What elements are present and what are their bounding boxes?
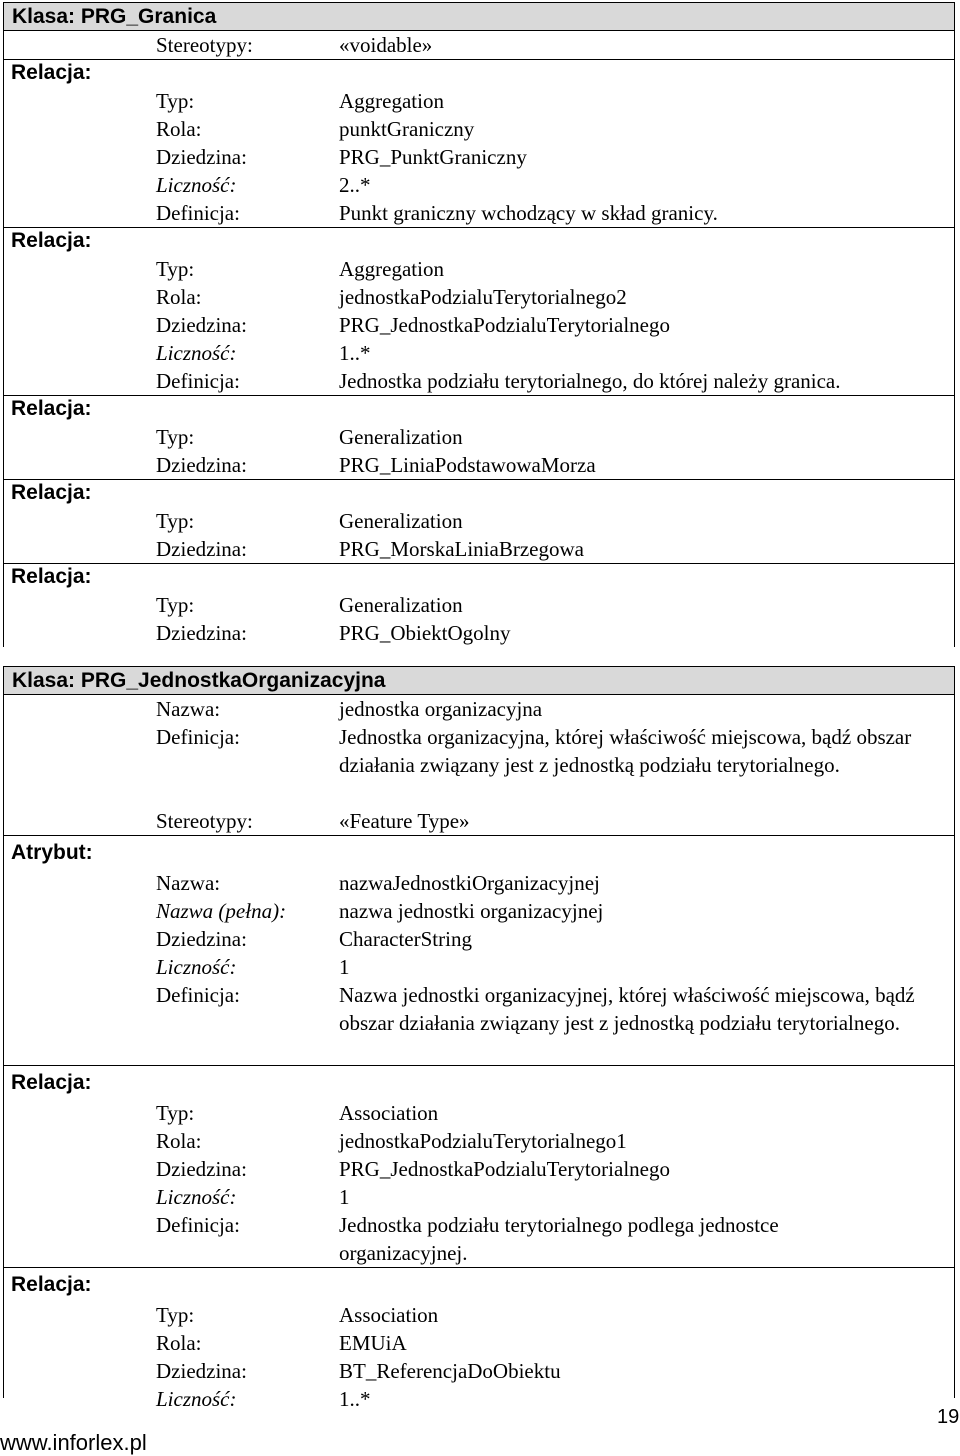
- field-row: [4, 283, 954, 311]
- field-row: [4, 1099, 954, 1127]
- field-value: «Feature Type»: [339, 809, 470, 833]
- name-row: [4, 695, 954, 723]
- field-value: CharacterString: [339, 927, 472, 951]
- section-label: Relacja:: [3, 1065, 955, 1099]
- field-label: Definicja:: [156, 201, 240, 225]
- field-label: Rola:: [156, 1331, 202, 1355]
- field-label: Definicja:: [156, 983, 240, 1007]
- field-value: Association: [339, 1303, 439, 1327]
- field-label: Definicja:: [156, 725, 240, 749]
- field-label: Liczność:: [156, 955, 237, 979]
- field-row: [4, 255, 954, 283]
- field-value: punktGraniczny: [339, 117, 475, 141]
- field-row: [4, 1127, 954, 1155]
- section-label: Relacja:: [3, 563, 955, 591]
- field-label: Nazwa:: [156, 697, 221, 721]
- field-value: 2..*: [339, 173, 371, 197]
- field-row: [4, 339, 954, 367]
- field-row: [4, 451, 954, 479]
- field-row: [4, 507, 954, 535]
- field-row: [4, 869, 954, 897]
- stereotype-row: [4, 807, 954, 835]
- field-label: Dziedzina:: [156, 621, 247, 645]
- footer-site-link[interactable]: www.inforlex.pl: [0, 1430, 147, 1455]
- field-row: [4, 591, 954, 619]
- field-value: Jednostka podziału terytorialnego, do której należy granica.: [339, 369, 841, 393]
- field-value: 1..*: [339, 1387, 371, 1411]
- class-header: Klasa: PRG_JednostkaOrganizacyjna: [3, 666, 955, 695]
- field-value: PRG_ObiektOgolny: [339, 621, 511, 645]
- field-label: Dziedzina:: [156, 1157, 247, 1181]
- field-row: [4, 1357, 954, 1385]
- field-value: Jednostka podziału terytorialnego podlega jednostce organizacyjnej.: [339, 1213, 779, 1265]
- field-value: Generalization: [339, 593, 463, 617]
- field-row: [4, 367, 954, 395]
- field-value: «voidable»: [339, 33, 433, 57]
- section-label: Atrybut:: [3, 835, 955, 869]
- field-row: [4, 423, 954, 451]
- field-label: Definicja:: [156, 1213, 240, 1237]
- field-label: Dziedzina:: [156, 537, 247, 561]
- field-value: PRG_MorskaLiniaBrzegowa: [339, 537, 584, 561]
- field-value: EMUiA: [339, 1331, 407, 1355]
- field-label: Nazwa (pełna):: [156, 899, 287, 923]
- field-value: Punkt graniczny wchodzący w skład granicy.: [339, 201, 718, 225]
- field-row: [4, 311, 954, 339]
- field-value: Aggregation: [339, 89, 444, 113]
- field-value: Generalization: [339, 509, 463, 533]
- field-row: [4, 1155, 954, 1183]
- field-row: [4, 953, 954, 981]
- field-value: Jednostka organizacyjna, której właściwość miejscowa, bądź obszar działania związany jest z jednostką podziału terytorialnego.: [339, 725, 912, 777]
- field-row: [4, 171, 954, 199]
- field-label: Stereotypy:: [156, 809, 253, 833]
- section-label: Relacja:: [3, 59, 955, 87]
- field-label: Dziedzina:: [156, 145, 247, 169]
- field-value: Generalization: [339, 425, 463, 449]
- field-label: Typ:: [156, 89, 195, 113]
- field-value: PRG_PunktGraniczny: [339, 145, 527, 169]
- field-label: Rola:: [156, 285, 202, 309]
- field-row: [4, 1183, 954, 1211]
- field-value: BT_ReferencjaDoObiektu: [339, 1359, 561, 1383]
- field-value: Association: [339, 1101, 439, 1125]
- section-label: Relacja:: [3, 479, 955, 507]
- field-row: [4, 87, 954, 115]
- field-label: Dziedzina:: [156, 313, 247, 337]
- field-row: [4, 619, 954, 647]
- field-label: Typ:: [156, 425, 195, 449]
- field-value: 1..*: [339, 341, 371, 365]
- field-label: Definicja:: [156, 369, 240, 393]
- class-header: Klasa: PRG_Granica: [3, 2, 955, 31]
- field-row: [4, 1329, 954, 1357]
- section-label: Relacja:: [3, 1267, 955, 1301]
- class-block-prg-granica: [3, 2, 955, 647]
- field-label: Liczność:: [156, 1185, 237, 1209]
- field-value: Aggregation: [339, 257, 444, 281]
- field-label: Dziedzina:: [156, 453, 247, 477]
- section-label: Relacja:: [3, 227, 955, 255]
- field-row: [4, 143, 954, 171]
- field-label: Stereotypy:: [156, 33, 253, 57]
- field-row: [4, 535, 954, 563]
- section-label: Relacja:: [3, 395, 955, 423]
- field-value: jednostkaPodzialuTerytorialnego2: [339, 285, 627, 309]
- stereotype-row: [4, 31, 954, 59]
- field-value: Nazwa jednostki organizacyjnej, której właściwość miejscowa, bądź obszar działania związany jest z jednostką podziału terytorialnego.: [339, 983, 915, 1035]
- field-label: Rola:: [156, 117, 202, 141]
- field-label: Dziedzina:: [156, 1359, 247, 1383]
- field-label: Typ:: [156, 1101, 195, 1125]
- field-row: [4, 1385, 954, 1413]
- field-label: Liczność:: [156, 173, 237, 197]
- field-row: [4, 199, 954, 227]
- field-value: 1: [339, 1185, 350, 1209]
- class-block-prg-jednostka-organizacyjna: [3, 666, 955, 1411]
- field-label: Typ:: [156, 509, 195, 533]
- field-value: jednostkaPodzialuTerytorialnego1: [339, 1129, 627, 1153]
- field-label: Typ:: [156, 257, 195, 281]
- field-label: Dziedzina:: [156, 927, 247, 951]
- field-value: nazwa jednostki organizacyjnej: [339, 899, 604, 923]
- field-value: PRG_JednostkaPodzialuTerytorialnego: [339, 313, 670, 337]
- page-number: 19: [937, 1406, 960, 1428]
- field-label: Typ:: [156, 593, 195, 617]
- field-row: [4, 1301, 954, 1329]
- field-value: 1: [339, 955, 350, 979]
- field-label: Liczność:: [156, 1387, 237, 1411]
- field-value: jednostka organizacyjna: [339, 697, 543, 721]
- definition-row: [4, 723, 954, 807]
- field-value: PRG_JednostkaPodzialuTerytorialnego: [339, 1157, 670, 1181]
- field-label: Rola:: [156, 1129, 202, 1153]
- field-label: Liczność:: [156, 341, 237, 365]
- field-label: Typ:: [156, 1303, 195, 1327]
- field-value: nazwaJednostkiOrganizacyjnej: [339, 871, 600, 895]
- field-row: [4, 925, 954, 953]
- field-row: [4, 981, 954, 1065]
- field-label: Nazwa:: [156, 871, 221, 895]
- field-row: [4, 1211, 954, 1267]
- field-value: PRG_LiniaPodstawowaMorza: [339, 453, 596, 477]
- field-row: [4, 115, 954, 143]
- field-row: [4, 897, 954, 925]
